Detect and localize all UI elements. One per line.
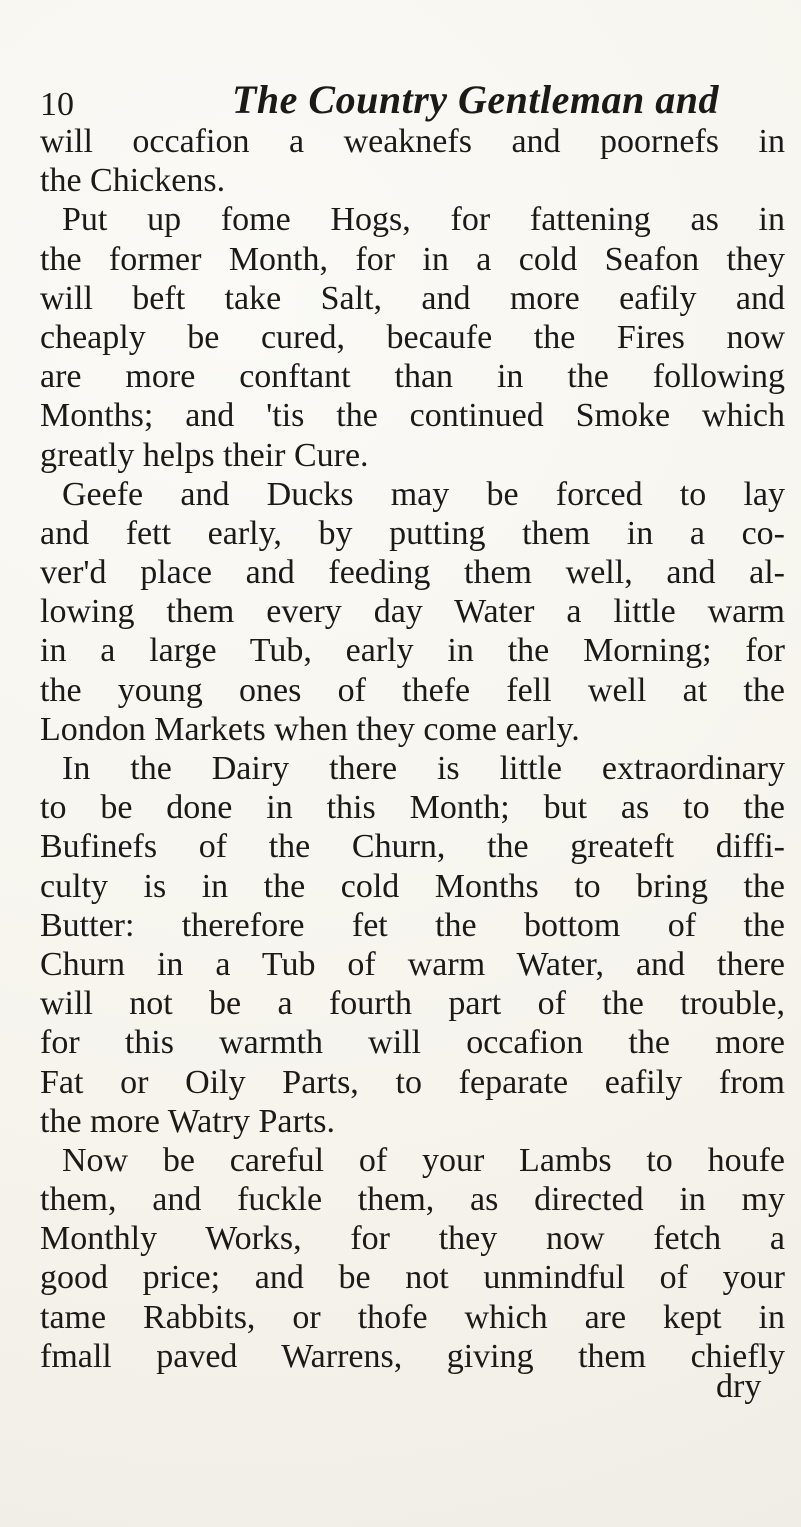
text-line: tame Rabbits, or thofe which are kept in [40, 1298, 785, 1336]
text-line: the Chickens. [40, 162, 226, 200]
text-line: culty is in the cold Months to bring the [40, 867, 785, 905]
text-line: are more conftant than in the following [40, 358, 785, 396]
text-line: In the Dairy there is little extraordinary [62, 750, 785, 787]
text-line: fmall paved Warrens, giving them chiefly [40, 1337, 785, 1375]
text-line: London Markets when they come early. [40, 710, 580, 748]
text-line: Bufinefs of the Churn, the greateft diffi- [40, 828, 785, 866]
text-line: lowing them every day Water a little warm [40, 593, 785, 631]
text-line: will occafion a weaknefs and poornefs in [40, 123, 785, 160]
text-line: greatly helps their Cure. [40, 436, 369, 474]
page-number: 10 [40, 86, 74, 123]
text-line: Now be careful of your Lambs to houfe [62, 1141, 785, 1179]
text-line: cheaply be cured, becaufe the Fires now [40, 318, 785, 356]
text-line: the former Month, for in a cold Seafon they [40, 240, 785, 278]
text-line: will not be a fourth part of the trouble, [40, 985, 785, 1023]
text-line: Geefe and Ducks may be forced to lay [62, 475, 785, 513]
text-line: good price; and be not unmindful of your [40, 1259, 785, 1297]
text-line: to be done in this Month; but as to the [40, 789, 785, 827]
text-line: them, and fuckle them, as directed in my [40, 1181, 785, 1219]
page-header [40, 70, 780, 130]
body-text [40, 122, 785, 1376]
text-line: Butter: therefore fet the bottom of the [40, 906, 785, 944]
text-line: Monthly Works, for they now fetch a [40, 1220, 785, 1258]
text-line: the young ones of thefe fell well at the [40, 671, 785, 709]
text-line: ver'd place and feeding them well, and al- [40, 554, 785, 592]
text-line: Months; and 'tis the continued Smoke which [40, 397, 785, 435]
text-line: for this warmth will occafion the more [40, 1024, 785, 1062]
text-line: Put up fome Hogs, for fattening as in [62, 201, 785, 239]
running-head: The Country Gentleman and [232, 77, 720, 122]
text-line: the more Watry Parts. [40, 1102, 336, 1140]
text-line: in a large Tub, early in the Morning; for [40, 632, 785, 670]
text-line: and fett early, by putting them in a co- [40, 514, 785, 552]
text-line: Fat or Oily Parts, to feparate eafily from [40, 1063, 785, 1101]
catchword: dry [716, 1368, 762, 1405]
text-line: will beft take Salt, and more eafily and [40, 279, 785, 317]
text-line: Churn in a Tub of warm Water, and there [40, 945, 785, 983]
